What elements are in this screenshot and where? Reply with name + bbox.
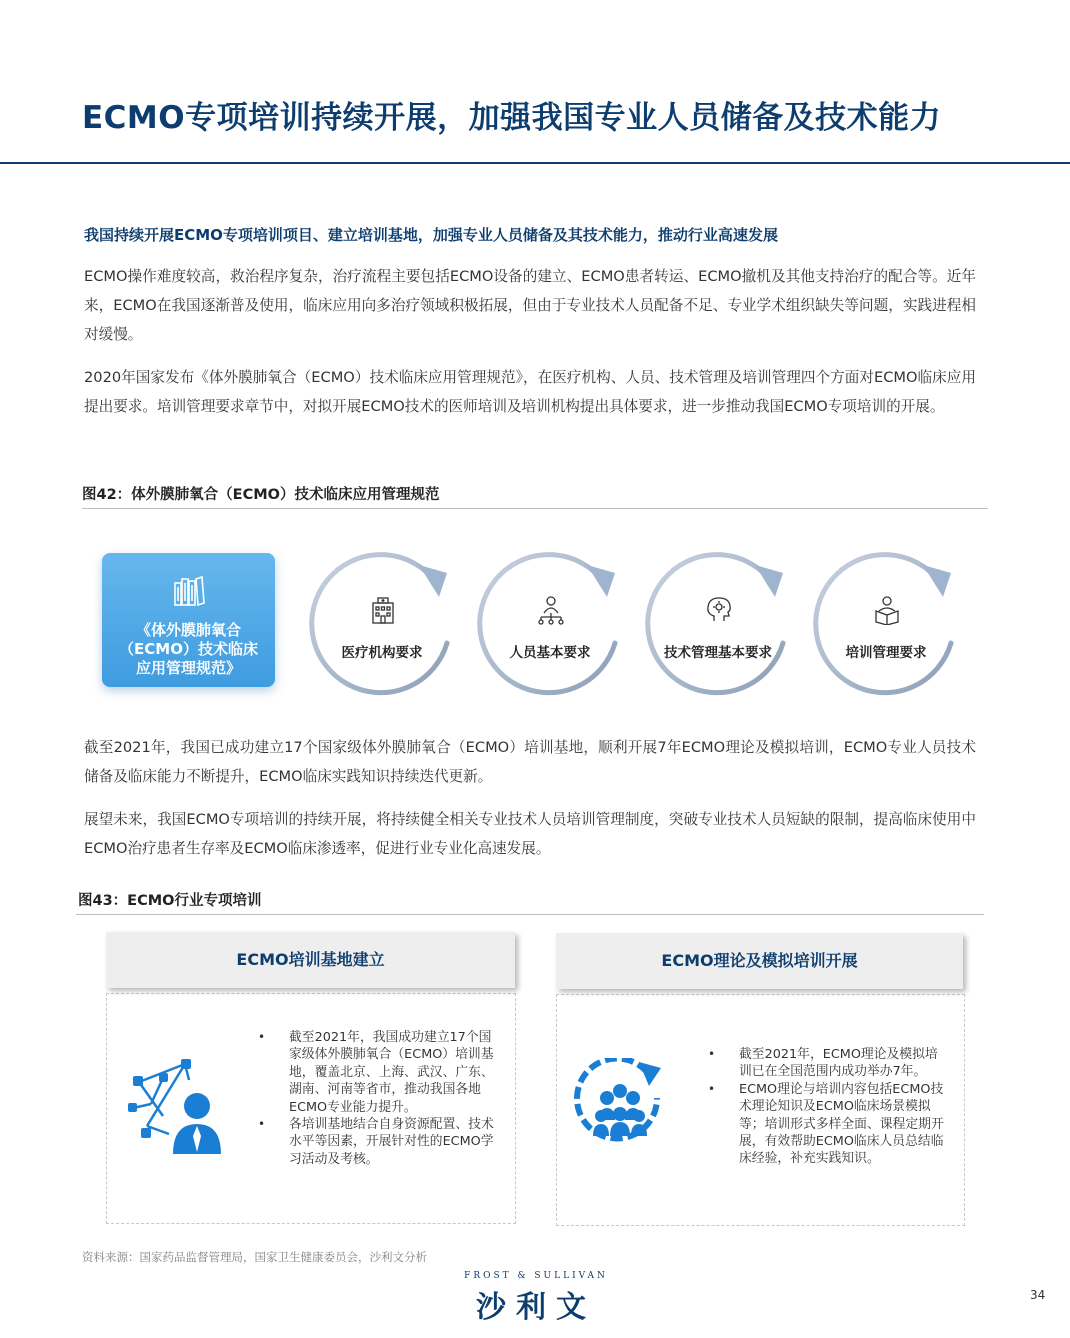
simulation-training-heading: ECMO理论及模拟培训开展 bbox=[556, 933, 963, 989]
title-divider bbox=[0, 162, 1070, 164]
requirement-circle-hospital bbox=[307, 547, 457, 697]
figure-42-title: 图42：体外膜肺氧合（ECMO）技术临床应用管理规范 bbox=[82, 487, 440, 503]
books-icon bbox=[173, 573, 205, 607]
requirement-circle-personnel bbox=[475, 547, 625, 697]
brand-logo-cn: 沙利文 bbox=[476, 1290, 596, 1325]
requirement-circle-training bbox=[811, 547, 961, 697]
requirement-label: 人员基本要求 bbox=[509, 645, 591, 661]
brand-logo-en: FROST & SULLIVAN bbox=[464, 1271, 608, 1281]
paragraph-1: ECMO操作难度较高，救治程序复杂，治疗流程主要包括ECMO设备的建立、ECMO患者转运、ECMO撤机及其他支持治疗的配合等。近年来，ECMO在我国逐渐普及使用，临床应用向多治疗领域积极拓展，但由于专业技术人员配备不足、专业学术组织缺失等问题，实践进程相对缓慢。 bbox=[84, 268, 976, 343]
paragraph-4: 展望未来，我国ECMO专项培训的持续开展，将持续健全相关专业技术人员培训管理制度，突破专业技术人员短缺的限制，提高临床使用中ECMO治疗患者生存率及ECMO临床渗透率，促进行业专业化高速发展。 bbox=[84, 811, 976, 857]
paragraph-3: 截至2021年，我国已成功建立17个国家级体外膜肺氧合（ECMO）培训基地，顺利开展7年ECMO理论及模拟培训，ECMO专业人员技术储备及临床能力不断提升，ECMO临床实践知识持续迭代更新。 bbox=[84, 739, 976, 785]
page-title: ECMO专项培训持续开展，加强我国专业人员储备及技术能力 bbox=[82, 100, 942, 136]
reader-icon bbox=[872, 595, 902, 625]
regulation-card-label: 《体外膜肺氧合（ECMO）技术临床应用管理规范》 bbox=[119, 621, 258, 677]
requirement-circle-technical bbox=[643, 547, 793, 697]
person-network-icon bbox=[536, 595, 566, 625]
page-number: 34 bbox=[1030, 1288, 1046, 1302]
figure-43-title: 图43：ECMO行业专项培训 bbox=[78, 893, 262, 909]
paragraph-2: 2020年国家发布《体外膜肺氧合（ECMO）技术临床应用管理规范》，在医疗机构、人员、技术管理及培训管理四个方面对ECMO临床应用提出要求。培训管理要求章节中，对拟开展ECMO技术的医师培训及培训机构提出具体要求，进一步推动我国ECMO专项培训的开展。 bbox=[84, 369, 976, 415]
list-item: • 截至2021年，我国成功建立17个国家级体外膜肺氧合（ECMO）培训基地，覆盖北京、上海、武汉、广东、湖南、河南等省市，推动我国各地ECMO专业能力提升。 bbox=[258, 1029, 498, 1116]
requirement-label: 技术管理基本要求 bbox=[664, 645, 772, 661]
team-cycle-icon bbox=[573, 1058, 667, 1150]
training-base-heading: ECMO培训基地建立 bbox=[106, 932, 515, 988]
figure-42-divider bbox=[82, 508, 988, 509]
figure-43-divider bbox=[76, 914, 984, 915]
hospital-icon bbox=[368, 595, 398, 625]
regulation-card bbox=[102, 553, 275, 687]
source-note: 资料来源：国家药品监督管理局，国家卫生健康委员会，沙利文分析 bbox=[82, 1250, 427, 1264]
requirement-label: 医疗机构要求 bbox=[341, 645, 423, 661]
lead-sentence: 我国持续开展ECMO专项培训项目、建立培训基地，加强专业人员储备及其技术能力，推动行业高速发展 bbox=[84, 226, 778, 244]
list-item: • 各培训基地结合自身资源配置、技术水平等因素，开展针对性的ECMO学习活动及考核。 bbox=[258, 1116, 498, 1168]
brain-gear-icon bbox=[704, 595, 734, 625]
list-item: • ECMO理论与培训内容包括ECMO技术理论知识及ECMO临床场景模拟等；培训形式多样全面、课程定期开展，有效帮助ECMO临床人员总结临床经验，补充实践知识。 bbox=[708, 1081, 948, 1168]
network-person-icon bbox=[125, 1054, 225, 1154]
requirement-label: 培训管理要求 bbox=[845, 645, 927, 661]
list-item: • 截至2021年，ECMO理论及模拟培训已在全国范围内成功举办7年。 bbox=[708, 1046, 948, 1081]
simulation-training-bullets bbox=[708, 1046, 948, 1168]
training-base-bullets bbox=[258, 1029, 498, 1168]
